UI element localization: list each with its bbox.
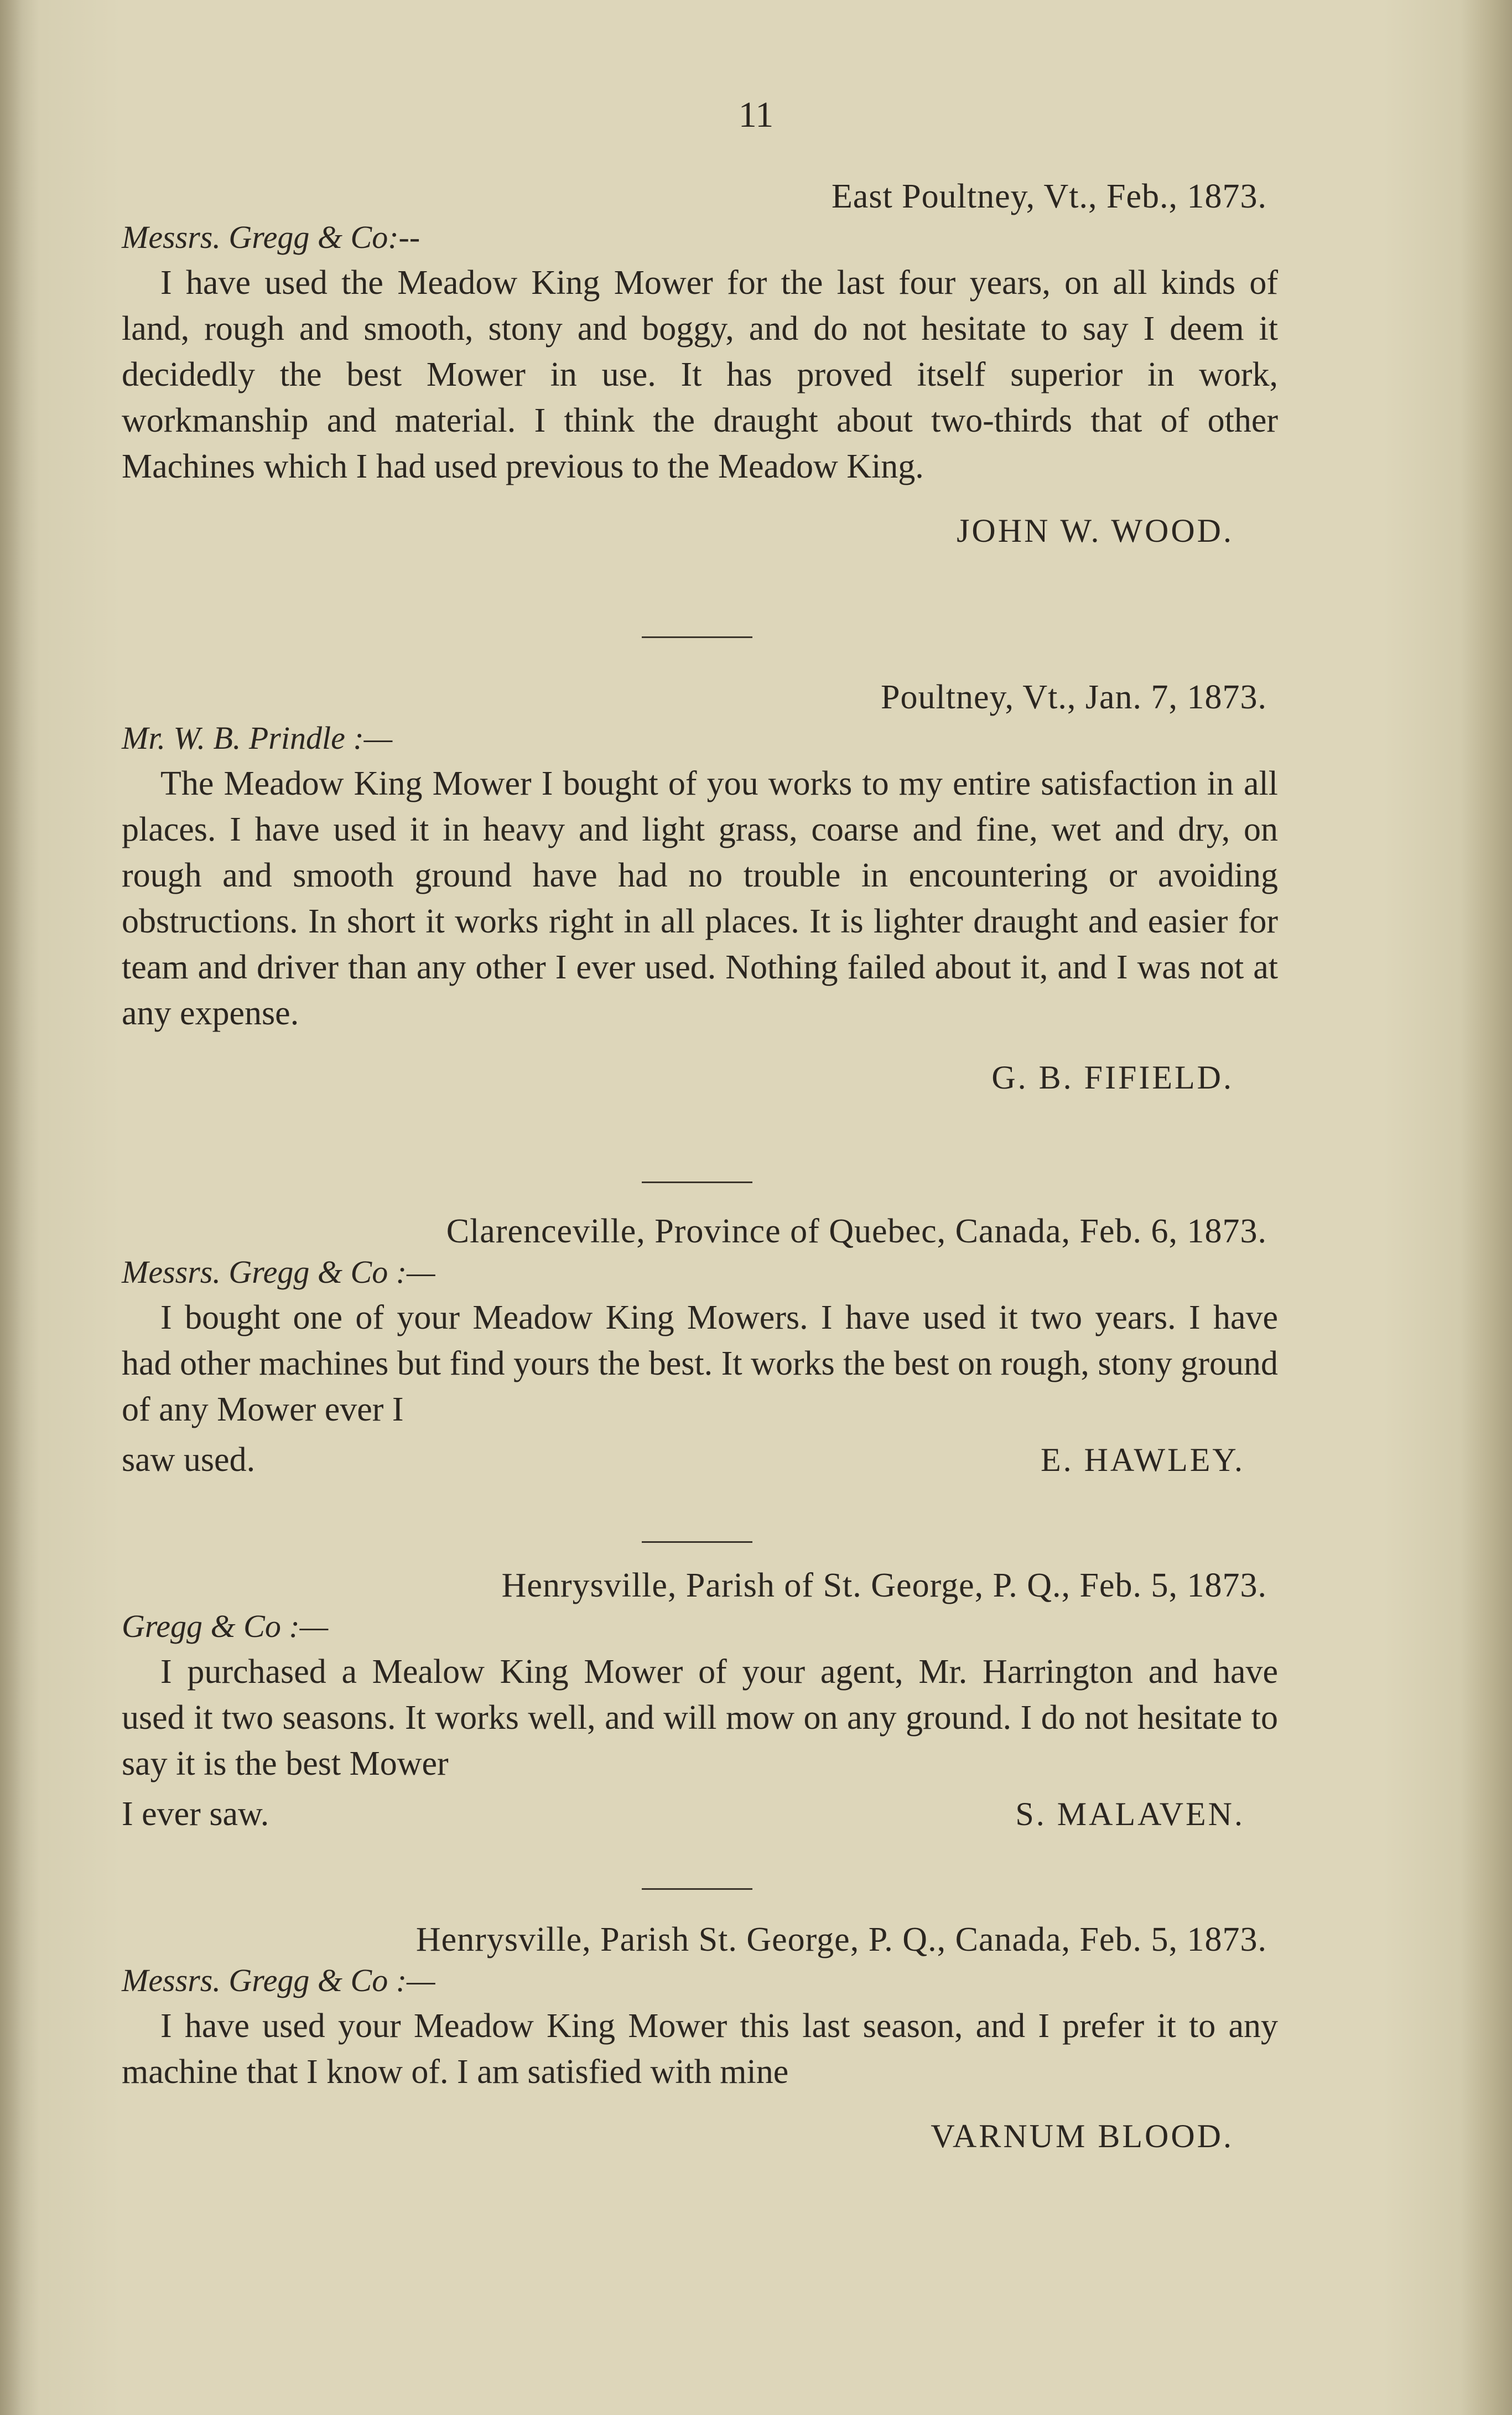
left-edge-shadow xyxy=(0,0,39,2415)
letter-body: I bought one of your Meadow King Mowers. I have used it two years. I have had other machines but find yours the best. It works the best on rough, stony ground of any Mower ever I xyxy=(122,1299,1278,1428)
signature: S. MALAVEN. xyxy=(1015,1796,1245,1832)
dateline: East Poultney, Vt., Feb., 1873. xyxy=(831,178,1267,215)
divider xyxy=(642,1541,752,1543)
divider xyxy=(642,1181,752,1183)
letter-body-tail: I ever saw. xyxy=(122,1795,269,1833)
letter-2 xyxy=(122,678,1278,1097)
letter-body: I have used the Meadow King Mower for the last four years, on all kinds of land, rough and smooth, stony and boggy, and do not hesitate to say I deem it decidedly the best Mower in use. It has proved itself superior in work, workmanship and material. I think the draught about two-thirds that of other Machines which I had used previous to the Meadow King. xyxy=(122,264,1278,485)
salutation: Gregg & Co :— xyxy=(122,1608,329,1644)
letter-body: The Meadow King Mower I bought of you works to my entire satisfaction in all places. I have used it in heavy and light grass, coarse and fine, wet and dry, on rough and smooth ground have had no trouble in encountering or avoiding obstructions. In short it works right in all places. It is lighter draught and easier for team and driver than any other I ever used. Nothing failed about it, and I was not at any expense. xyxy=(122,765,1278,1032)
letter-1 xyxy=(122,177,1278,550)
signature: G. B. FIFIELD. xyxy=(991,1059,1234,1096)
letter-body: I have used your Meadow King Mower this last season, and I prefer it to any machine that I know of. I am satisfied with mine xyxy=(122,2007,1278,2091)
dateline: Poultney, Vt., Jan. 7, 1873. xyxy=(881,678,1267,716)
salutation: Messrs. Gregg & Co:-- xyxy=(122,219,420,255)
dateline: Henrysville, Parish of St. George, P. Q., Feb. 5, 1873. xyxy=(501,1567,1267,1604)
salutation: Messrs. Gregg & Co :— xyxy=(122,1962,435,1998)
dateline: Henrysville, Parish St. George, P. Q., Canada, Feb. 5, 1873. xyxy=(415,1921,1267,1958)
dateline: Clarenceville, Province of Quebec, Canada, Feb. 6, 1873. xyxy=(446,1212,1267,1250)
letter-4 xyxy=(122,1566,1278,1837)
letter-body: I purchased a Mealow King Mower of your agent, Mr. Harrington and have used it two seasons. It works well, and will mow on any ground. I do not hesitate to say it is the best Mower xyxy=(122,1653,1278,1782)
salutation: Mr. W. B. Prindle :— xyxy=(122,720,393,756)
letter-closing xyxy=(122,1437,1278,1483)
signature: VARNUM BLOOD. xyxy=(931,2118,1234,2154)
letter-3 xyxy=(122,1212,1278,1483)
divider xyxy=(642,636,752,638)
signature: JOHN W. WOOD. xyxy=(957,512,1234,549)
letter-5 xyxy=(122,1920,1278,2155)
signature: E. HAWLEY. xyxy=(1040,1442,1245,1478)
salutation: Messrs. Gregg & Co :— xyxy=(122,1254,435,1290)
page-number: 11 xyxy=(738,95,774,135)
letter-body-tail: saw used. xyxy=(122,1441,256,1479)
divider xyxy=(642,1888,752,1890)
letter-closing xyxy=(122,1791,1278,1837)
